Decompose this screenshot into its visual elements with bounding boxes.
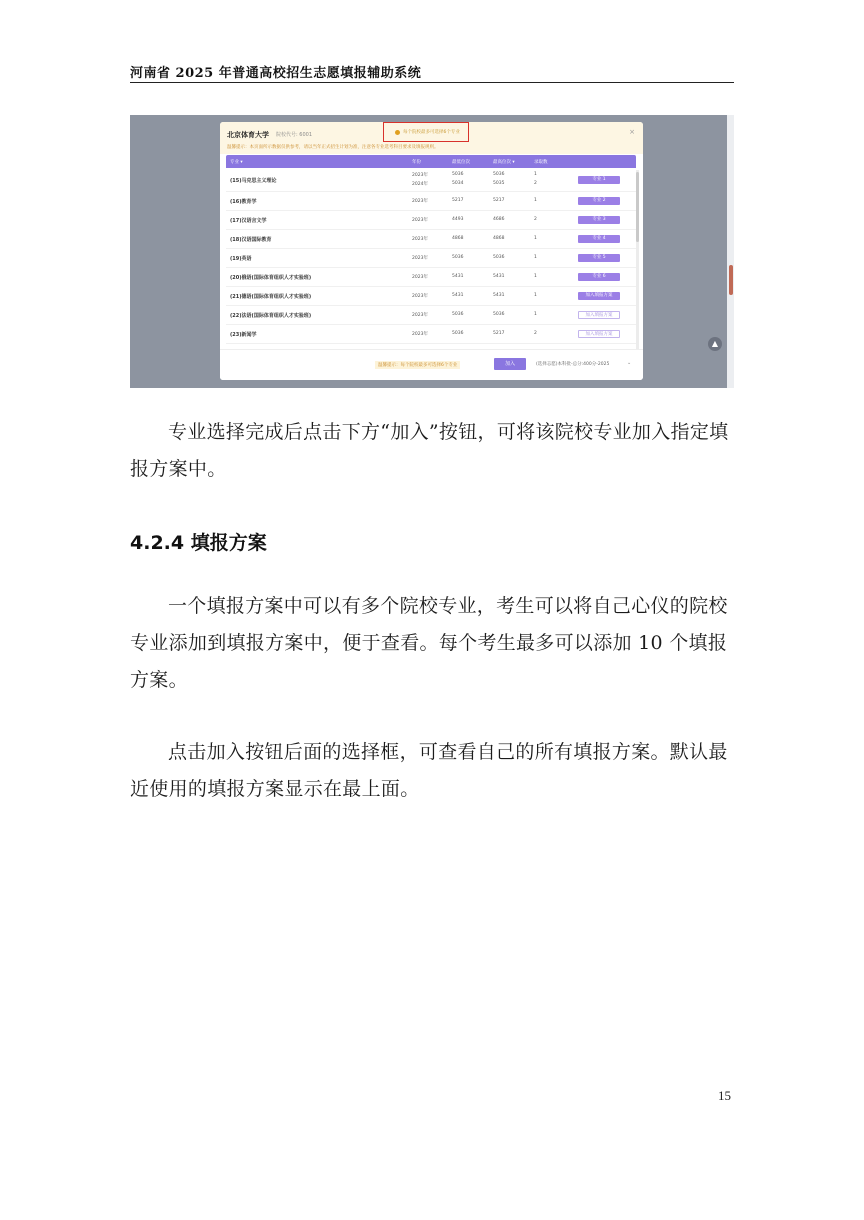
major-name: (21)德语(国际体育组织人才实验班) (230, 294, 312, 300)
count-cell: 1 (534, 198, 537, 203)
section-title: 4.2.4 填报方案 (130, 532, 267, 554)
page-header-title: 河南省 2025 年普通高校招生志愿填报辅助系统 (130, 66, 422, 81)
major-action-button[interactable]: 加入填报方案 (578, 311, 620, 319)
min-rank-cell: 5036 (452, 312, 464, 317)
paragraph-2: 一个填报方案中可以有多个院校专业，考生可以将自己心仪的院校专业添加到填报方案中，便于查看。每个考生最多可以添加 10 个填报方案。 (130, 595, 728, 691)
major-name: (22)法语(国际体育组织人才实验班) (230, 313, 312, 319)
back-to-top-icon[interactable]: ▲ (708, 337, 722, 351)
min-rank-cell: 5217 (452, 198, 464, 203)
col-name[interactable]: 专业 ▾ (230, 160, 243, 165)
year-cell: 2023年 (412, 173, 428, 178)
page-scrollbar[interactable] (727, 115, 734, 388)
table-row (226, 230, 636, 249)
table-row (226, 169, 636, 192)
year-cell: 2023年 (412, 275, 428, 280)
table-row (226, 268, 636, 287)
table-scrollbar[interactable] (636, 170, 639, 350)
max-rank-cell: 4686 (493, 217, 505, 222)
count-cell: 1 (534, 255, 537, 260)
major-name: (15)马克思主义理论 (230, 178, 277, 184)
footer-note: 温馨提示：每个院校最多可选择6个专业 (375, 361, 460, 369)
school-name: 北京体育大学 (227, 131, 269, 139)
major-action-button[interactable]: 专业 3 (578, 216, 620, 224)
max-rank-cell: 5036 (493, 172, 505, 177)
add-button[interactable]: 加入 (494, 358, 526, 370)
school-code: 院校代号: 6001 (276, 132, 312, 138)
major-action-button[interactable]: 专业 1 (578, 176, 620, 184)
plan-select[interactable]: (选择志愿)本科批-总分:400分-2025 (536, 362, 610, 367)
max-rank-cell: 4868 (493, 236, 505, 241)
col-year: 年份 (412, 160, 421, 165)
min-rank-cell: 5034 (452, 181, 464, 186)
year-cell: 2023年 (412, 313, 428, 318)
max-rank-cell: 5036 (493, 312, 505, 317)
min-rank-cell: 5431 (452, 274, 464, 279)
table-row (226, 211, 636, 230)
count-cell: 1 (534, 236, 537, 241)
min-rank-cell: 5431 (452, 293, 464, 298)
count-cell: 1 (534, 172, 537, 177)
col-count: 录取数 (534, 160, 548, 165)
count-cell: 2 (534, 181, 537, 186)
warning-dot-icon (395, 130, 400, 135)
table-row (226, 287, 636, 306)
max-rank-cell: 5217 (493, 198, 505, 203)
table-row (226, 192, 636, 211)
min-rank-cell: 5036 (452, 331, 464, 336)
page-scroll-thumb[interactable] (729, 265, 733, 295)
year-cell: 2023年 (412, 332, 428, 337)
major-action-button[interactable]: 加入填报方案 (578, 330, 620, 338)
major-action-button[interactable]: 专业 4 (578, 235, 620, 243)
max-rank-cell: 5035 (493, 181, 505, 186)
count-cell: 2 (534, 217, 537, 222)
close-icon[interactable]: × (629, 128, 635, 136)
major-action-button[interactable]: 专业 2 (578, 197, 620, 205)
max-rank-cell: 5431 (493, 293, 505, 298)
count-cell: 1 (534, 293, 537, 298)
table-scroll-thumb[interactable] (636, 172, 639, 242)
col-min: 最低位次 (452, 160, 470, 165)
count-cell: 2 (534, 331, 537, 336)
header-rule (130, 82, 734, 83)
max-rank-cell: 5431 (493, 274, 505, 279)
chevron-down-icon[interactable]: ⌄ (627, 360, 632, 366)
major-action-button[interactable]: 加入填报方案 (578, 292, 620, 300)
paragraph-1: 专业选择完成后点击下方“加入”按钮，可将该院校专业加入指定填报方案中。 (130, 421, 729, 480)
year-cell: 2023年 (412, 218, 428, 223)
count-cell: 1 (534, 312, 537, 317)
modal-header (220, 122, 643, 154)
min-rank-cell: 4868 (452, 236, 464, 241)
paragraph-3: 点击加入按钮后面的选择框，可查看自己的所有填报方案。默认最近使用的填报方案显示在最上面。 (130, 741, 728, 800)
modal-footer (220, 349, 643, 380)
year-cell: 2023年 (412, 199, 428, 204)
highlight-tip-box (383, 122, 469, 142)
major-name: (20)俄语(国际体育组织人才实验班) (230, 275, 312, 281)
max-rank-cell: 5217 (493, 331, 505, 336)
major-select-modal (220, 122, 643, 380)
min-rank-cell: 5036 (452, 255, 464, 260)
embedded-screenshot (130, 115, 734, 388)
table-row (226, 306, 636, 325)
year-cell: 2023年 (412, 294, 428, 299)
page-number: 15 (718, 1088, 731, 1103)
major-table (226, 169, 636, 344)
major-name: (18)汉语国际教育 (230, 237, 272, 243)
warning-line: 温馨提示：本页面所示数据仅供参考，请以当年正式招生计划为准，注意各专业选考科目要求及填报规则。 (227, 145, 439, 150)
year-cell: 2023年 (412, 256, 428, 261)
tip-text: 每个院校最多可选择6个专业 (403, 130, 460, 135)
year-cell: 2023年 (412, 237, 428, 242)
major-action-button[interactable]: 专业 6 (578, 273, 620, 281)
major-name: (23)新闻学 (230, 332, 257, 338)
table-header (226, 155, 636, 168)
min-rank-cell: 4493 (452, 217, 464, 222)
major-name: (17)汉语言文学 (230, 218, 267, 224)
min-rank-cell: 5036 (452, 172, 464, 177)
table-row (226, 249, 636, 268)
count-cell: 1 (534, 274, 537, 279)
max-rank-cell: 5036 (493, 255, 505, 260)
table-row (226, 325, 636, 344)
year-cell: 2024年 (412, 182, 428, 187)
col-max[interactable]: 最高位次 ▾ (493, 160, 515, 165)
major-name: (19)英语 (230, 256, 252, 262)
major-action-button[interactable]: 专业 5 (578, 254, 620, 262)
major-name: (16)教育学 (230, 199, 257, 205)
